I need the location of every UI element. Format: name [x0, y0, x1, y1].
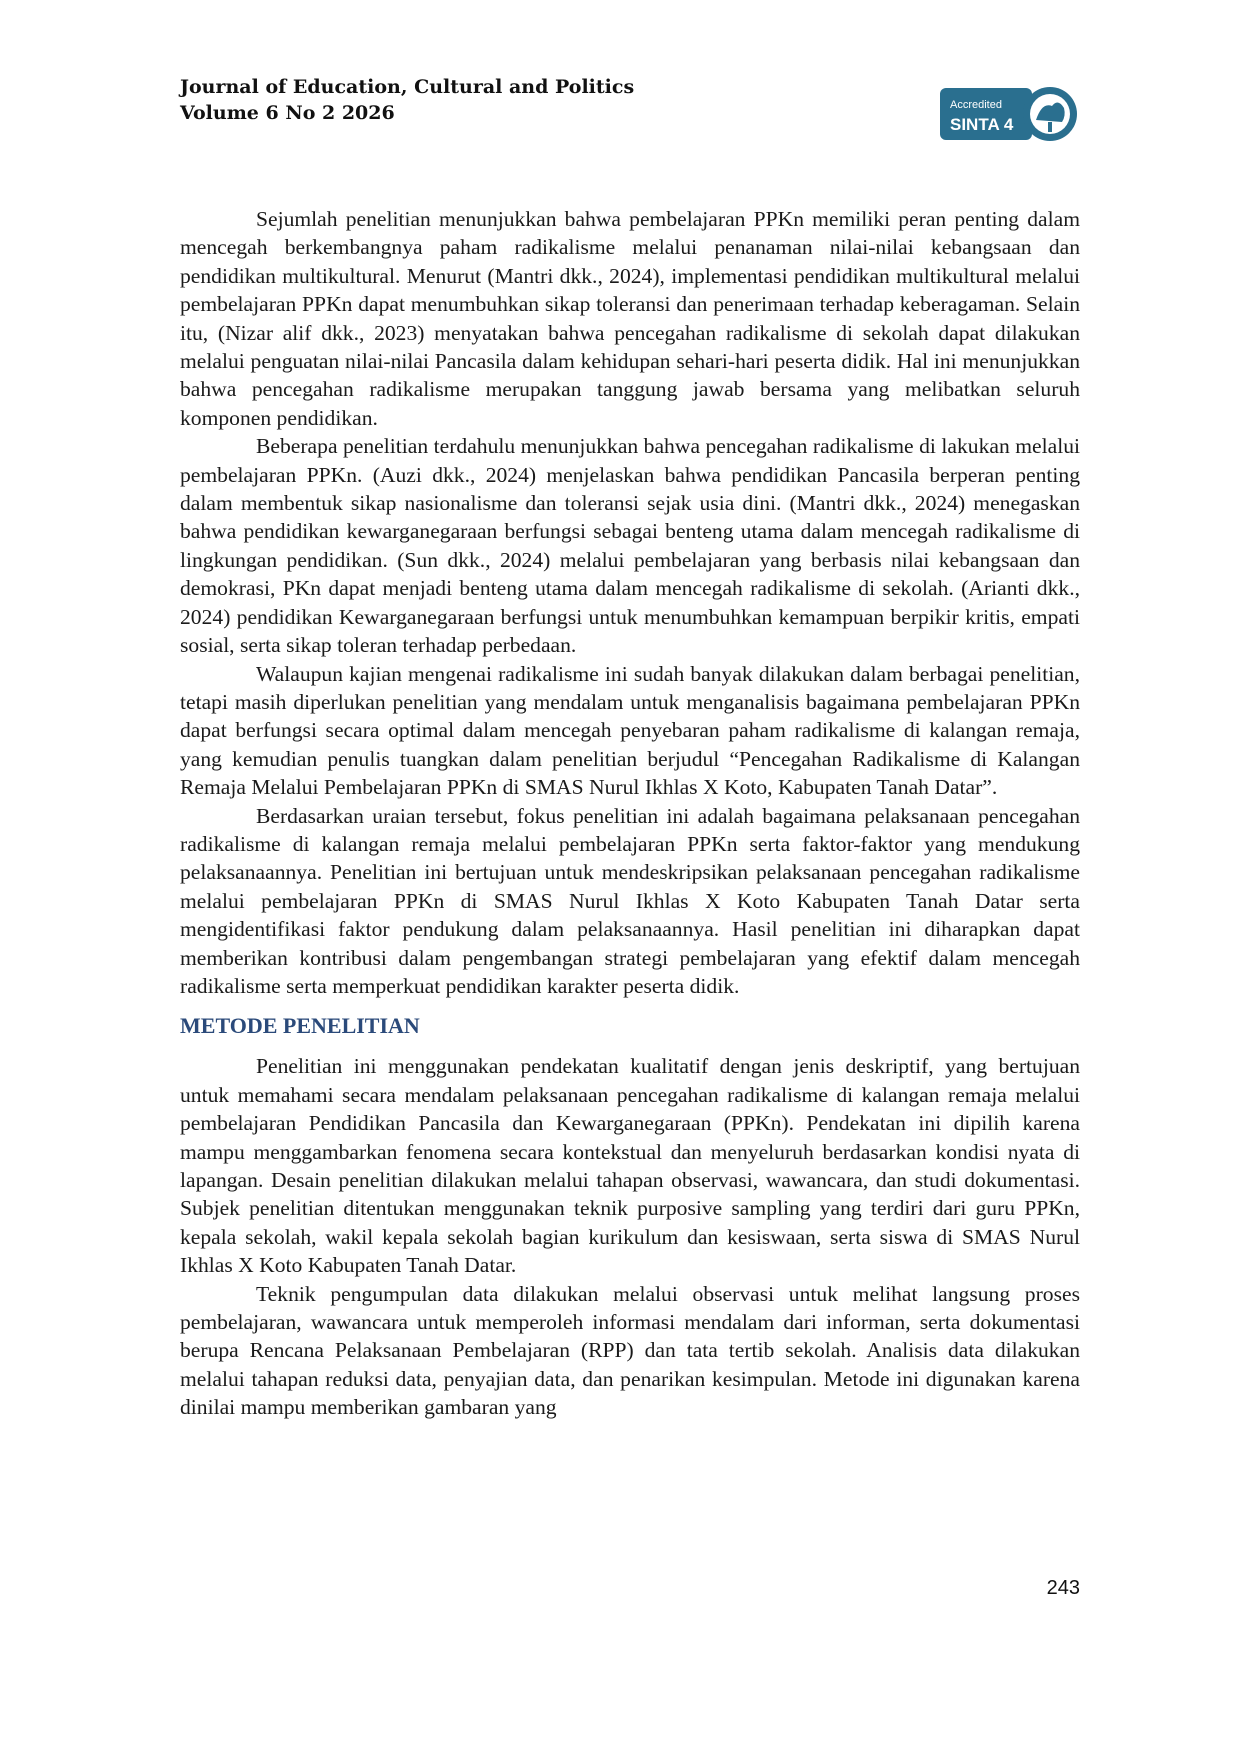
paragraph: Beberapa penelitian terdahulu menunjukkan bahwa pencegahan radikalisme di lakukan melalui pembelajaran PPKn. (Auzi dkk., 2024) menjelaskan bahwa pendidikan Pancasila berperan penting dalam membentuk sikap nasionalisme dan toleransi sejak usia dini. (Mantri dkk., 2024) menegaskan bahwa pendidikan kewarganegaraan berfungsi sebagai benteng utama dalam mencegah radikalisme di lingkungan pendidikan. (Sun dkk., 2024) melalui pembelajaran yang berbasis nilai kebangsaan dan demokrasi, PKn dapat menjadi benteng utama dalam mencegah radikalisme di sekolah. (Arianti dkk., 2024) pendidikan Kewarganegaraan berfungsi untuk menumbuhkan kemampuan berpikir kritis, empati sosial, serta sikap toleran terhadap perbedaan. [180, 434, 1080, 658]
section-heading: METODE PENELITIAN [180, 1013, 420, 1039]
paragraph: Walaupun kajian mengenai radikalisme ini sudah banyak dilakukan dalam berbagai penelitian, tetapi masih diperlukan penelitian yang mendalam untuk menganalisis bagaimana pembelajaran PPKn dapat berfungsi secara optimal dalam mencegah penyebaran paham radikalisme di kalangan remaja, yang kemudian penulis tuangkan dalam penelitian berjudul “Pencegahan Radikalisme di Kalangan Remaja Melalui Pembelajaran PPKn di SMAS Nurul Ikhlas X Koto, Kabupaten Tanah Datar”. [180, 661, 1080, 800]
badge-trunk [1048, 122, 1052, 132]
badge-line1: Accredited [950, 99, 1002, 111]
paragraph: Berdasarkan uraian tersebut, fokus penelitian ini adalah bagaimana pelaksanaan pencegahan radikalisme di kalangan remaja melalui pembelajaran PPKn serta faktor-faktor yang mendukung pelaksanaannya. Penelitian ini bertujuan untuk mendeskripsikan pelaksanaan pencegahan radikalisme melalui pembelajaran PPKn di SMAS Nurul Ikhlas X Koto Kabupaten Tanah Datar serta mengidentifikasi faktor pendukung dalam pelaksanaannya. Hasil penelitian ini diharapkan dapat memberikan kontribusi dalam pengembangan strategi pembelajaran yang efektif dalam mencegah radikalisme serta memperkuat pendidikan karakter peserta didik. [180, 803, 1080, 998]
journal-title: Journal of Education, Cultural and Politics [180, 76, 635, 98]
journal-volume: Volume 6 No 2 2026 [180, 102, 395, 124]
running-header [180, 74, 634, 126]
paragraph: Penelitian ini menggunakan pendekatan kualitatif dengan jenis deskriptif, yang bertujuan untuk memahami secara mendalam pelaksanaan pencegahan radikalisme di kalangan remaja melalui pembelajaran Pendidikan Pancasila dan Kewarganegaraan (PPKn). Pendekatan ini dipilih karena mampu menggambarkan fenomena secara kontekstual dan menyeluruh berdasarkan kondisi nyata di lapangan. Desain penelitian dilakukan melalui tahapan observasi, wawancara, dan studi dokumentasi. Subjek penelitian ditentukan menggunakan teknik purposive sampling yang terdiri dari guru PPKn, kepala sekolah, wakil kepala sekolah bagian kurikulum dan kesiswaan, serta siswa di SMAS Nurul Ikhlas X Koto Kabupaten Tanah Datar. [180, 1054, 1080, 1278]
paragraph: Sejumlah penelitian menunjukkan bahwa pembelajaran PPKn memiliki peran penting dalam mencegah berkembangnya paham radikalisme melalui penanaman nilai-nilai kebangsaan dan pendidikan multikultural. Menurut (Mantri dkk., 2024), implementasi pendidikan multikultural melalui pembelajaran PPKn dapat menumbuhkan sikap toleransi dan penerimaan terhadap keberagaman. Selain itu, (Nizar alif dkk., 2023) menyatakan bahwa pencegahan radikalisme di sekolah dapat dilakukan melalui penguatan nilai-nilai Pancasila dalam kehidupan sehari-hari peserta didik. Hal ini menunjukkan bahwa pencegahan radikalisme merupakan tanggung jawab bersama yang melibatkan seluruh komponen pendidikan. [180, 207, 1080, 430]
page-body [180, 205, 1080, 1422]
paragraph: Teknik pengumpulan data dilakukan melalui observasi untuk melihat langsung proses pembelajaran, wawancara untuk memperoleh informasi mendalam dari informan, serta dokumentasi berupa Rencana Pelaksanaan Pembelajaran (RPP) dan tata tertib sekolah. Analisis data dilakukan melalui tahapan reduksi data, penyajian data, dan penarikan kesimpulan. Metode ini digunakan karena dinilai mampu memberikan gambaran yang [180, 1281, 1080, 1420]
sinta-accreditation-badge [940, 84, 1080, 144]
page-number: 243 [1046, 1577, 1080, 1599]
badge-line2: SINTA 4 [950, 115, 1014, 134]
